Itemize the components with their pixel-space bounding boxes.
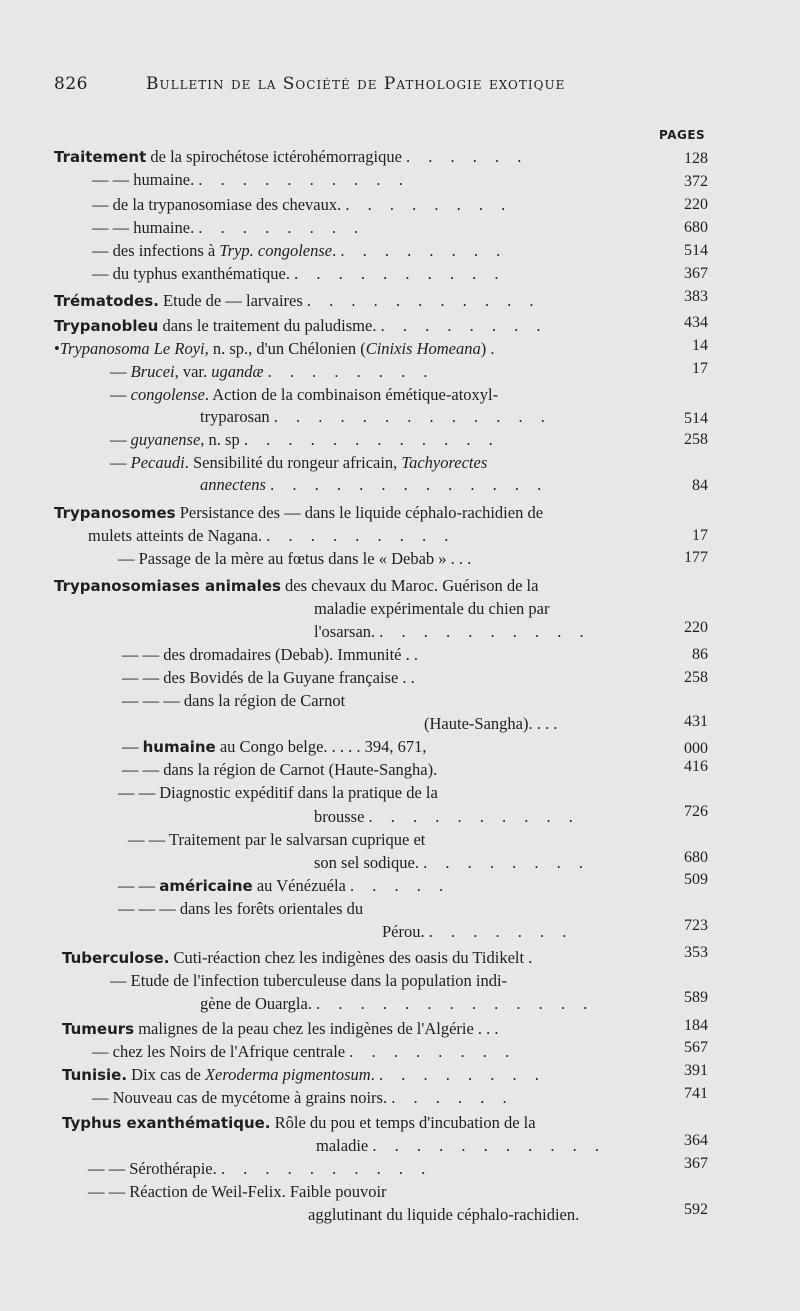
index-entry: — congolense. Action de la combinaison émétique-atoxyl- bbox=[110, 385, 499, 404]
index-entry: — — humaine. . . . . . . . . . . bbox=[92, 170, 410, 189]
index-page-number: 17 bbox=[692, 360, 708, 377]
index-page-number: 372 bbox=[684, 173, 708, 190]
index-page-number: 431 bbox=[684, 713, 708, 730]
index-page-number: 514 bbox=[684, 242, 708, 259]
index-page-number: 434 bbox=[684, 314, 708, 331]
index-page-number: 592 bbox=[684, 1201, 708, 1218]
index-page-number: 514 bbox=[684, 410, 708, 427]
index-entry: — — Sérothérapie. . . . . . . . . . . bbox=[88, 1159, 433, 1178]
index-page-number: 680 bbox=[684, 219, 708, 236]
index-entry: — guyanense, n. sp . . . . . . . . . . . . bbox=[110, 430, 500, 449]
index-entry: Trypanobleu dans le traitement du paludisme. . . . . . . . . bbox=[54, 316, 548, 335]
index-page-number: 184 bbox=[684, 1017, 708, 1034]
index-entry: mulets atteints de Nagana. . . . . . . . . . bbox=[88, 526, 456, 545]
index-entry: — Pecaudi. Sensibilité du rongeur africain, Tachyorectes bbox=[110, 453, 488, 472]
index-page-number: 17 bbox=[692, 527, 708, 544]
index-page-number: 680 bbox=[684, 849, 708, 866]
index-entry: — du typhus exanthématique. . . . . . . . . . . bbox=[92, 264, 506, 283]
index-entry: gène de Ouargla. . . . . . . . . . . . . . bbox=[200, 994, 595, 1013]
index-entry: — — des dromadaires (Debab). Immunité . . bbox=[122, 645, 419, 664]
index-page-number: 367 bbox=[684, 265, 708, 282]
index-page-number: 177 bbox=[684, 549, 708, 566]
index-entry: — — humaine. . . . . . . . . bbox=[92, 218, 366, 237]
index-entry: brousse . . . . . . . . . . bbox=[314, 807, 580, 826]
index-page-number: 567 bbox=[684, 1039, 708, 1056]
index-entry: Tumeurs malignes de la peau chez les indigènes de l'Algérie . . . bbox=[62, 1019, 499, 1038]
index-page-number: 220 bbox=[684, 619, 708, 636]
index-page-number: 14 bbox=[692, 337, 708, 354]
index-entry: — — dans la région de Carnot (Haute-Sangha). bbox=[122, 760, 438, 779]
index-page-number: 258 bbox=[684, 431, 708, 448]
index-page-number: 741 bbox=[684, 1085, 708, 1102]
index-entry: l'osarsan. . . . . . . . . . . bbox=[314, 622, 591, 641]
index-entry: — Brucei, var. ugandæ . . . . . . . . bbox=[110, 362, 435, 381]
index-page-number: 723 bbox=[684, 917, 708, 934]
index-entry: Pérou. . . . . . . . bbox=[382, 922, 574, 941]
index-entry: tryparosan . . . . . . . . . . . . . bbox=[200, 407, 552, 426]
index-entry: — des infections à Tryp. congolense. . . . . . . . . bbox=[92, 241, 508, 260]
index-entry: — de la trypanosomiase des chevaux. . . . . . . . . bbox=[92, 195, 513, 214]
index-page-number: 128 bbox=[684, 150, 708, 167]
index-entry: •Trypanosoma Le Royi, n. sp., d'un Chélonien (Cinixis Homeana) . bbox=[54, 339, 495, 358]
index-page-number: 364 bbox=[684, 1132, 708, 1149]
index-entry: — — — dans les forêts orientales du bbox=[118, 899, 364, 918]
index-page-number: 000 bbox=[684, 740, 708, 757]
index-entry: — humaine au Congo belge. . . . . 394, 671, bbox=[122, 737, 427, 756]
index-page-number: 84 bbox=[692, 477, 708, 494]
index-page-number: 383 bbox=[684, 288, 708, 305]
index-entry: Trématodes. Etude de — larvaires . . . . . . . . . . . bbox=[54, 291, 541, 310]
index-page-number: 367 bbox=[684, 1155, 708, 1172]
index-entry: Tuberculose. Cuti-réaction chez les indigènes des oasis du Tidikelt . bbox=[62, 948, 533, 967]
index-entry: — — des Bovidés de la Guyane française . . bbox=[122, 668, 415, 687]
index-entry: Traitement de la spirochétose ictérohémorragique . . . . . . bbox=[54, 147, 529, 166]
index-entry: — chez les Noirs de l'Afrique centrale . . . . . . . . bbox=[92, 1042, 517, 1061]
index-entry: maladie . . . . . . . . . . . bbox=[316, 1136, 606, 1155]
index-page-number: 589 bbox=[684, 989, 708, 1006]
index-entry: Trypanosomiases animales des chevaux du Maroc. Guérison de la bbox=[54, 576, 539, 595]
index-page-number: 391 bbox=[684, 1062, 708, 1079]
journal-title: Bulletin de la Société de Pathologie exotique bbox=[146, 74, 566, 94]
pages-column-heading: PAGES bbox=[659, 128, 706, 142]
index-entry: — Etude de l'infection tuberculeuse dans la population indi- bbox=[110, 971, 508, 990]
index-entry: (Haute-Sangha). . . . bbox=[424, 714, 558, 733]
index-entry: Trypanosomes Persistance des — dans le liquide céphalo-rachidien de bbox=[54, 503, 544, 522]
index-entry: — — Réaction de Weil-Felix. Faible pouvoir bbox=[88, 1182, 387, 1201]
index-entry: — Nouveau cas de mycétome à grains noirs. . . . . . . bbox=[92, 1088, 514, 1107]
index-entry: — — américaine au Vénézuéla . . . . . bbox=[118, 876, 451, 895]
index-entry: — — — dans la région de Carnot bbox=[122, 691, 346, 710]
index-entry: — — Traitement par le salvarsan cuprique et bbox=[128, 830, 426, 849]
index-entry: Tunisie. Dix cas de Xeroderma pigmentosum. . . . . . . . . bbox=[62, 1065, 546, 1084]
page-number: 826 bbox=[54, 74, 88, 94]
index-entry: agglutinant du liquide céphalo-rachidien. bbox=[308, 1205, 580, 1224]
index-page-number: 353 bbox=[684, 944, 708, 961]
index-page-number: 416 bbox=[684, 758, 708, 775]
index-entry: maladie expérimentale du chien par bbox=[314, 599, 550, 618]
index-page-number: 258 bbox=[684, 669, 708, 686]
index-entry: Typhus exanthématique. Rôle du pou et temps d'incubation de la bbox=[62, 1113, 536, 1132]
index-page-number: 220 bbox=[684, 196, 708, 213]
index-entry: son sel sodique. . . . . . . . . bbox=[314, 853, 590, 872]
index-page-number: 726 bbox=[684, 803, 708, 820]
index-entry: annectens . . . . . . . . . . . . . bbox=[200, 475, 549, 494]
index-page-number: 86 bbox=[692, 646, 708, 663]
index-entry: — — Diagnostic expéditif dans la pratique de la bbox=[118, 783, 438, 802]
index-page-number: 509 bbox=[684, 871, 708, 888]
index-entry: — Passage de la mère au fœtus dans le « Debab » . . . bbox=[118, 549, 472, 568]
